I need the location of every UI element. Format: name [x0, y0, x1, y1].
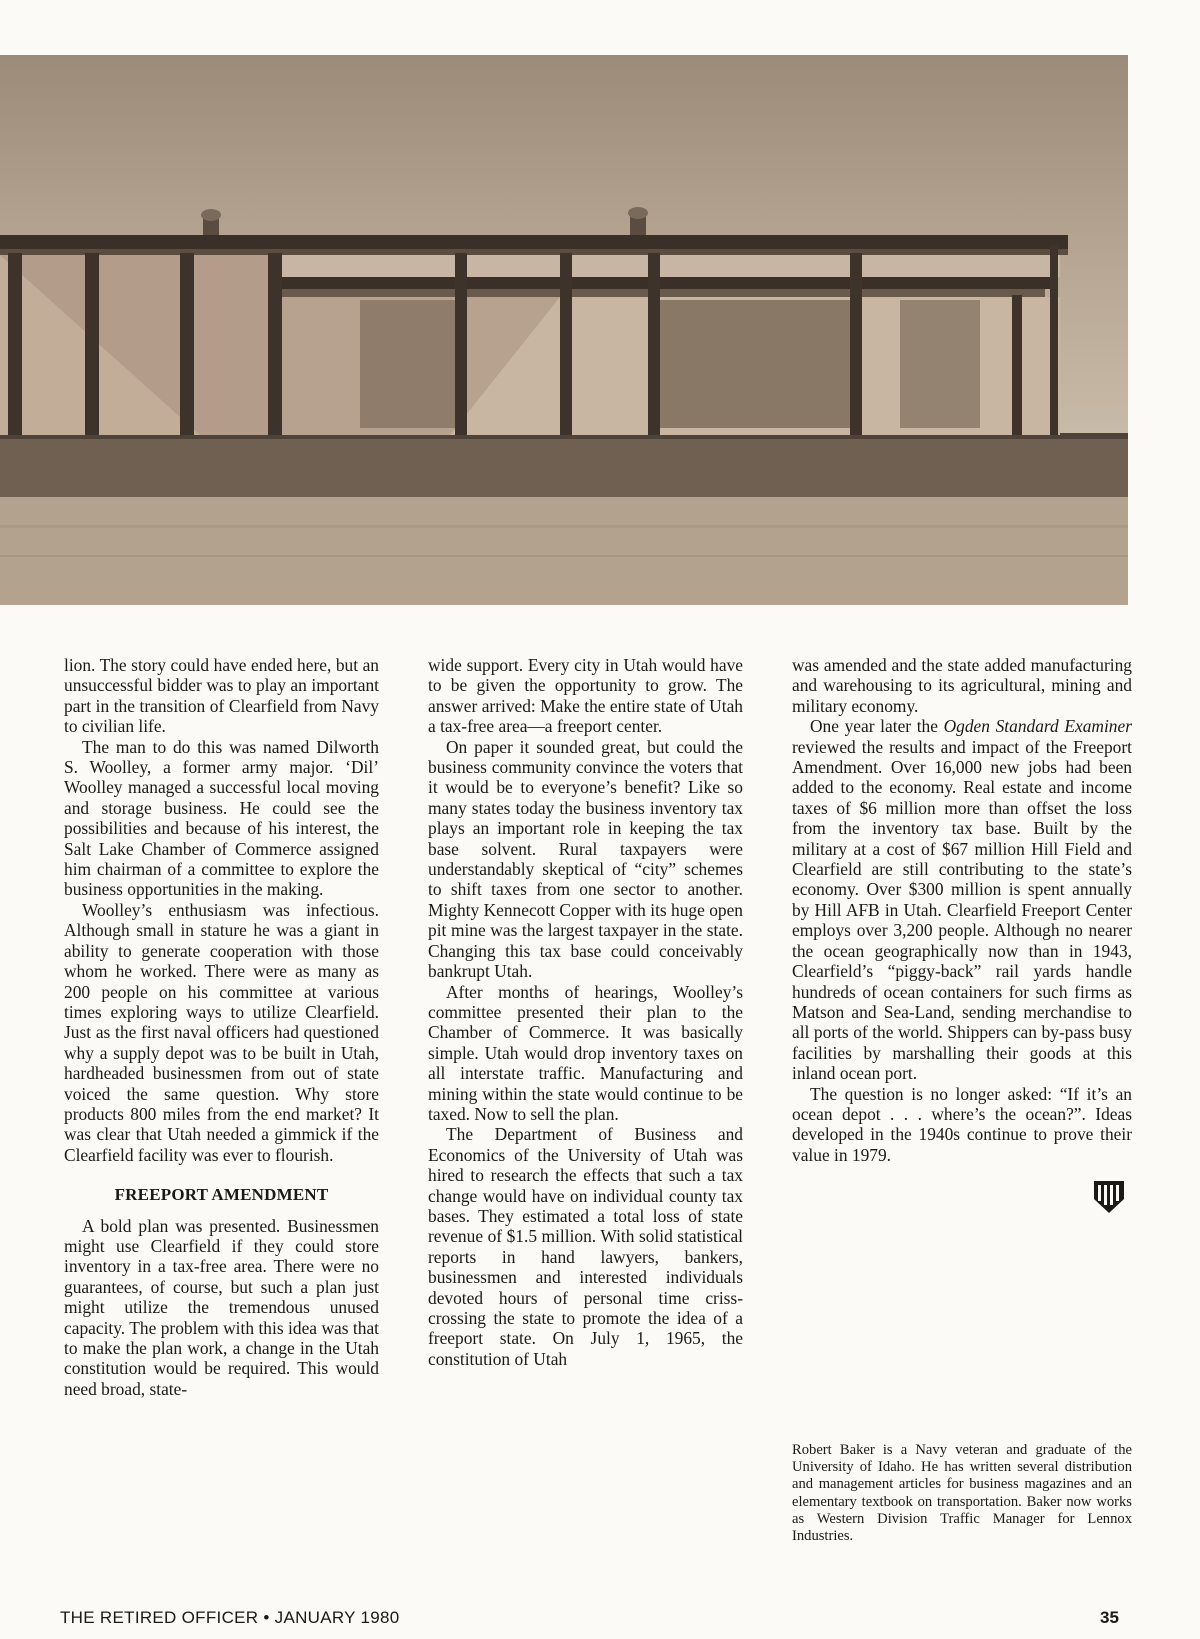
end-mark-icon: [1092, 1179, 1126, 1215]
paragraph: A bold plan was presented. Businessmen might use Clearfield if they could store inventory in a tax-free area. There were no guarantees, of course, but such a plan just might utilize the tremendous unused capacity. The problem with this idea was that to make the plan work, a change in the Utah constitution would be required. This would need broad, state-: [64, 1215, 379, 1399]
paragraph: After months of hearings, Woolley’s committee presented their plan to the Chamber of Commerce. It was basically simple. Utah would drop inventory taxes on all interstate traffic. Manufacturing and mining within the state would continue to be taxed. Now to sell the plan.: [428, 981, 743, 1124]
publication-name: Ogden Standard Examiner: [943, 716, 1132, 737]
article-column-2: [428, 655, 743, 1369]
paragraph: The Department of Business and Economics of the University of Utah was hired to research the effects that such a tax change would have on individual county tax bases. They estimated a total loss of state revenue of $1.5 million. With solid statistical reports in hand lawyers, bankers, businessmen and interested individuals devoted hours of personal time criss-crossing the state to promote the idea of a freeport state. On July 1, 1965, the constitution of Utah: [428, 1124, 743, 1369]
paragraph-text: One year later the: [810, 716, 944, 737]
paragraph: On paper it sounded great, but could the business community convince the voters that it would be to everyone’s benefit? Like so many states today the business inventory tax plays an important role in keeping the tax base solvent. Rural taxpayers were understandably skeptical of “city” schemes to shift taxes from one sector to another. Mighty Kennecott Copper with its huge open pit mine was the largest taxpayer in the state. Changing this tax base could conceivably bankrupt Utah.: [428, 736, 743, 982]
paragraph-text: reviewed the results and impact of the Freeport Amendment. Over 16,000 new jobs had been added to the economy. Real estate and income taxes of $6 million more than offset the loss from the inventory tax base. Built by the military at a cost of $67 million Hill Field and Clearfield are still contributing to the state’s economy. Over $300 million is spent annually by Hill AFB in Utah. Clearfield Freeport Center employs over 3,200 people. Although no nearer the ocean geographically now than in 1943, Clearfield’s “piggy-back” rail yards handle hundreds of ocean containers for such firms as Matson and Sea-Land, sending merchandise to all ports of the world. Shippers can by-pass busy facilities by marshalling their goods at this inland ocean port.: [792, 736, 1132, 1084]
warehouse-photo: [0, 55, 1128, 605]
paragraph: lion. The story could have ended here, but an unsuccessful bidder was to play an important part in the transition of Clearfield from Navy to civilian life.: [64, 655, 379, 737]
paragraph: The question is no longer asked: “If it’s an ocean depot . . . where’s the ocean?”. Ideas developed in the 1940s continue to prove their value in 1979.: [792, 1083, 1132, 1165]
paragraph: The man to do this was named Dilworth S. Woolley, a former army major. ‘Dil’ Woolley managed a successful local moving and storage business. He could see the possibilities and because of his interest, the Salt Lake Chamber of Commerce assigned him chairman of a committee to explore the business opportunities in the making.: [64, 736, 379, 900]
author-bio: Robert Baker is a Navy veteran and graduate of the University of Idaho. He has written several distribution and management articles for business magazines and an elementary textbook on transportation. Baker now works as Western Division Traffic Manager for Lennox Industries.: [792, 1442, 1132, 1545]
paragraph: Woolley’s enthusiasm was infectious. Although small in stature he was a giant in ability to generate cooperation with those whom he worked. There were as many as 200 people on his committee at various times exploring ways to utilize Clearfield. Just as the first naval officers had questioned why a supply depot was to be built in Utah, hardheaded businessmen from out of state voiced the same question. Why store products 800 miles from the end market? It was clear that Utah needed a gimmick if the Clearfield facility was ever to flourish.: [64, 899, 379, 1165]
article-column-3: [792, 655, 1132, 1215]
page-number: 35: [1100, 1608, 1119, 1627]
paragraph: wide support. Every city in Utah would have to be given the opportunity to grow. The answer arrived: Make the entire state of Utah a tax-free area—a freeport center.: [428, 655, 743, 737]
publication-footer: THE RETIRED OFFICER • JANUARY 1980: [60, 1608, 400, 1627]
paragraph: was amended and the state added manufacturing and warehousing to its agricultural, mining and military economy.: [792, 655, 1132, 716]
section-heading: FREEPORT AMENDMENT: [114, 1185, 329, 1205]
article-column-1: [64, 655, 379, 1399]
paragraph: [792, 716, 1132, 1083]
